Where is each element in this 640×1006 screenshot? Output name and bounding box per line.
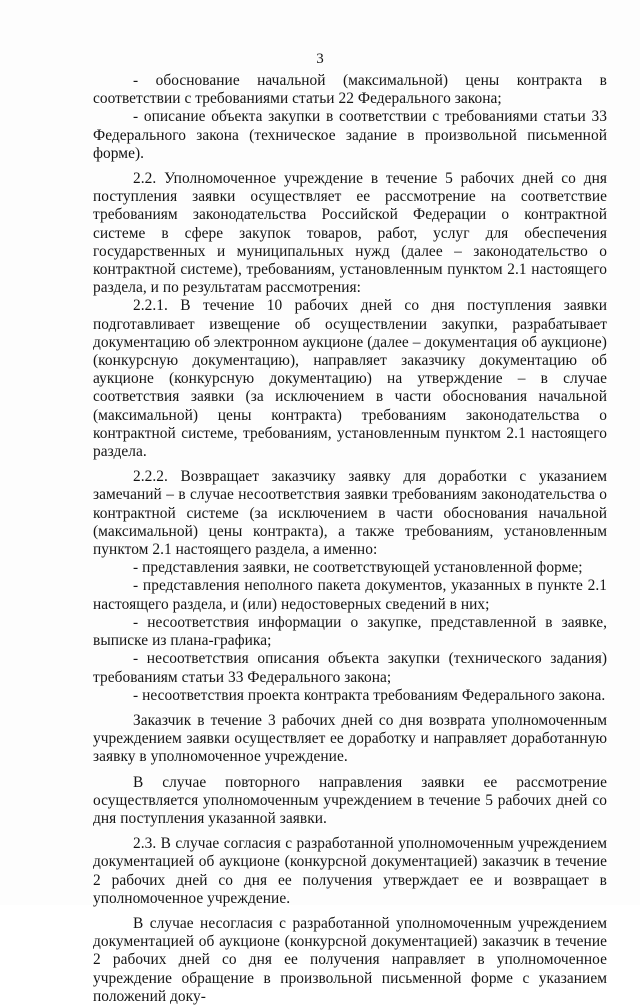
paragraph-2-2-1: 2.2.1. В течение 10 рабочих дней со дня поступления заявки подготавливает извещение об осуществлении закупки, разрабатывает документацию об электронном аукционе (далее – документация об аукционе) (конкурсную документацию), направляет заказчику документацию об аукционе (конкурсную документацию) на утверждение – в случае соответствия заявки (за исключением в части обоснования начальной (максимальной) цены контракта) требованиям законодательства о контрактной системе, требованиям, установленным пунктом 2.1 настоящего раздела. [93,297,607,461]
paragraph-bullet-technical-task-mismatch: - несоответствия описания объекта закупки (технического задания) требованиям статьи 33 Федерального закона; [93,650,607,686]
paragraph-disagreement: В случае несогласия с разработанной уполномоченным учреждением документацией об аукционе (конкурсной документацией) заказчик в течение 2 рабочих дней со дня ее получения направляет в уполномоченное учреждение обращение в произвольной письменной форме с указанием положений доку- [93,914,607,1005]
paragraph-2-2: 2.2. Уполномоченное учреждение в течение 5 рабочих дней со дня поступления заявки осуществляет ее рассмотрение на соответствие требованиям законодательства Российской Федерации о контрактной системе в сфере закупок товаров, работ, услуг для обеспечения государственных и муниципальных нужд (далее – законодательство о контрактной системе), требованиям, установленным пунктом 2.1 настоящего раздела, и по результатам рассмотрения: [93,170,607,297]
paragraph-customer-revision: Заказчик в течение 3 рабочих дней со дня возврата уполномоченным учреждением заявки осуществляет ее доработку и направляет доработанную заявку в уполномоченное учреждение. [93,711,607,766]
paragraph-bullet-price-justification: - обоснование начальной (максимальной) цены контракта в соответствии с требованиями статьи 22 Федерального закона; [93,72,607,108]
page-number: 3 [316,51,324,67]
paragraph-2-3: 2.3. В случае согласия с разработанной уполномоченным учреждением документацией об аукционе (конкурсной документацией) заказчик в течение 2 рабочих дней со дня ее получения утверждает ее и возвращает в уполномоченное учреждение. [93,835,607,907]
paragraph-bullet-contract-draft-mismatch: - несоответствия проекта контракта требованиям Федерального закона. [133,686,606,704]
paragraph-bullet-form-mismatch: - представления заявки, не соответствующей установленной форме; [133,559,583,577]
paragraph-repeat-submission: В случае повторного направления заявки ее рассмотрение осуществляется уполномоченным учреждением в течение 5 рабочих дней со дня поступления указанной заявки. [93,773,607,827]
paragraph-bullet-schedule-mismatch: - несоответствия информации о закупке, представленной в заявке, выписке из плана-графика; [93,613,607,650]
paragraph-bullet-object-description: - описание объекта закупки в соответствии с требованиями статьи 33 Федерального закона (техническое задание в произвольной письменной форме). [93,108,607,162]
paragraph-2-2-2: 2.2.2. Возвращает заказчику заявку для доработки с указанием замечаний – в случае несоответствия заявки требованиям законодательства о контрактной системе (за исключением в части обоснования начальной (максимальной) цены контракта), а также требованиям, установленным пунктом 2.1 настоящего раздела, а именно: [93,468,607,559]
document-body [93,72,607,1006]
paragraph-bullet-incomplete-package: - представления неполного пакета документов, указанных в пункте 2.1 настоящего раздела, и (или) недостоверных сведений в них; [93,577,607,613]
